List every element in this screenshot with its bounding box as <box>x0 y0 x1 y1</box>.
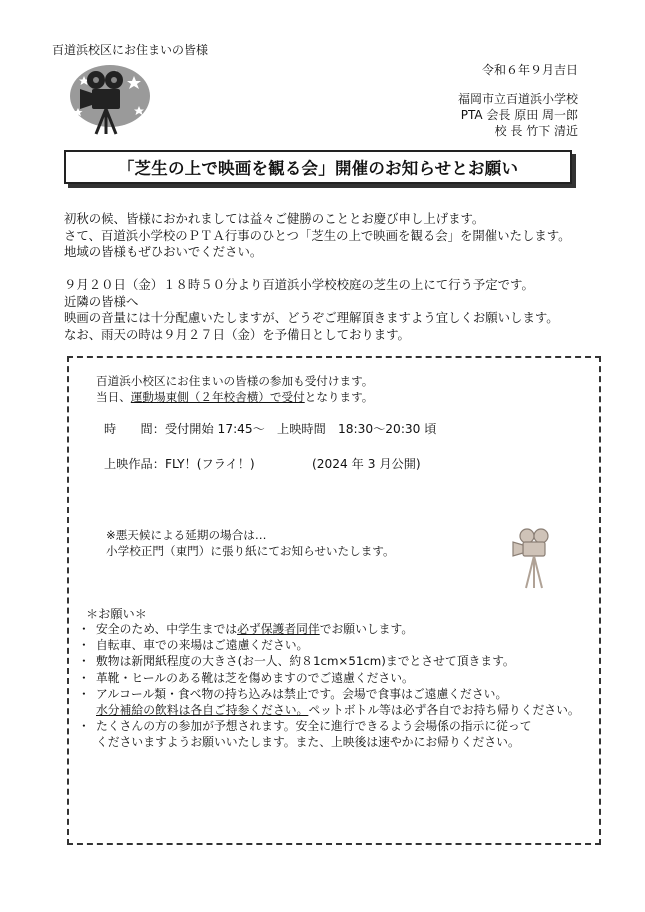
time-label: 時 間： <box>104 422 165 436</box>
addressee: 百道浜校区にお住まいの皆様 <box>52 43 209 57</box>
text-fragment: 自転車、車での来場はご遠慮ください。 <box>96 638 309 653</box>
text-line <box>96 389 373 405</box>
greeting-paragraph <box>64 211 571 261</box>
bullet: ・ <box>78 638 90 653</box>
sender-pta-president: PTA 会長 原田 周一郎 <box>460 108 579 122</box>
text-fragment: 当日、 <box>96 390 131 404</box>
sender-school: 福岡市立百道浜小学校 <box>458 92 579 106</box>
film-release: (2024 年 3 月公開) <box>312 457 421 471</box>
text-line: 近隣の皆様へ <box>64 293 139 309</box>
text-line: さて、百道浜小学校のＰＴＡ行事のひとつ「芝生の上で映画を観る会」を開催いたします。 <box>64 227 571 243</box>
text-line: なお、雨天の時は９月２７日（金）を予備日としております。 <box>64 326 410 342</box>
text-fragment: でお願いします。 <box>319 622 414 636</box>
text-fragment: 安全のため、中学生までは <box>96 622 238 636</box>
bullet: ・ <box>78 686 90 701</box>
text-fragment: たくさんの方の参加が予想されます。安全に進行できるよう会場係の指示に従って <box>96 719 532 734</box>
film-title: FLY！(フライ！) <box>164 457 255 471</box>
list-item <box>78 670 580 686</box>
text-line: ９月２０日（金）１８時５０分より百道浜小学校校庭の芝生の上にて行う予定です。 <box>64 277 534 292</box>
text-fragment: アルコール類・食べ物の持ち込みは禁止です。会場で食事はご遠慮ください。 <box>96 686 508 701</box>
text-line: 小学校正門（東門）に張り紙にてお知らせいたします。 <box>106 544 395 558</box>
bring-drinks: 水分補給の飲料は各自ご持参ください。 <box>96 703 309 718</box>
text-fragment: ペットボトル等は必ず各自でお持ち帰りください。 <box>308 703 580 718</box>
text-line: 地域の皆様もぜひおいでください。 <box>64 244 263 259</box>
requests-list <box>78 621 580 751</box>
text-fragment: 革靴・ヒールのある靴は芝を傷めますのでご遠慮ください。 <box>96 670 414 685</box>
text-line: 百道浜小校区にお住まいの皆様の参加も受付けます。 <box>96 374 374 388</box>
film-projector-icon <box>64 62 152 138</box>
guardian-required: 必ず保護者同伴 <box>237 622 320 636</box>
text-line: ※悪天候による延期の場合は… <box>106 528 267 542</box>
time-value: 受付開始 17:45～ 上映時間 18:30～20:30 頃 <box>164 422 437 436</box>
bullet: ・ <box>78 719 90 734</box>
list-item-continuation <box>78 702 580 718</box>
film-label: 上映作品： <box>104 457 165 471</box>
list-item <box>78 686 580 702</box>
bullet: ・ <box>78 622 90 636</box>
bullet: ・ <box>78 654 90 669</box>
sender-block <box>458 91 578 139</box>
reception-location: 運動場東側（２年校舎横）で受付 <box>130 390 305 404</box>
list-item <box>78 653 580 669</box>
list-item-continuation: くださいますようお願いいたします。また、上映後は速やかにお帰りください。 <box>96 735 520 750</box>
list-item <box>78 637 580 653</box>
issue-date: 令和６年９月吉日 <box>482 63 579 77</box>
text-fragment: 敷物は新聞紙程度の大きさ(お一人、約８1cm×51cm)までとさせて頂きます。 <box>96 654 515 669</box>
schedule-paragraph <box>64 277 559 343</box>
list-item <box>78 621 580 637</box>
notice-title: 「芝生の上で映画を観る会」開催のお知らせとお願い <box>64 150 572 184</box>
text-line: 映画の音量には十分配慮いたしますが、どうぞご理解頂きますよう宜しくお願いします。 <box>64 310 559 325</box>
text-fragment: となります。 <box>304 390 374 404</box>
list-item <box>78 718 580 734</box>
reception-info <box>96 373 373 405</box>
bad-weather-note <box>106 527 395 559</box>
film-info <box>104 455 255 472</box>
event-time <box>104 420 437 437</box>
requests-heading: ＊お願い＊ <box>86 607 147 621</box>
text-line: 初秋の候、皆様におかれましては益々ご健勝のこととお慶び申し上げます。 <box>64 211 485 226</box>
movie-camera-icon <box>486 520 580 600</box>
bullet: ・ <box>78 670 90 685</box>
sender-principal: 校 長 竹下 清近 <box>494 124 579 138</box>
